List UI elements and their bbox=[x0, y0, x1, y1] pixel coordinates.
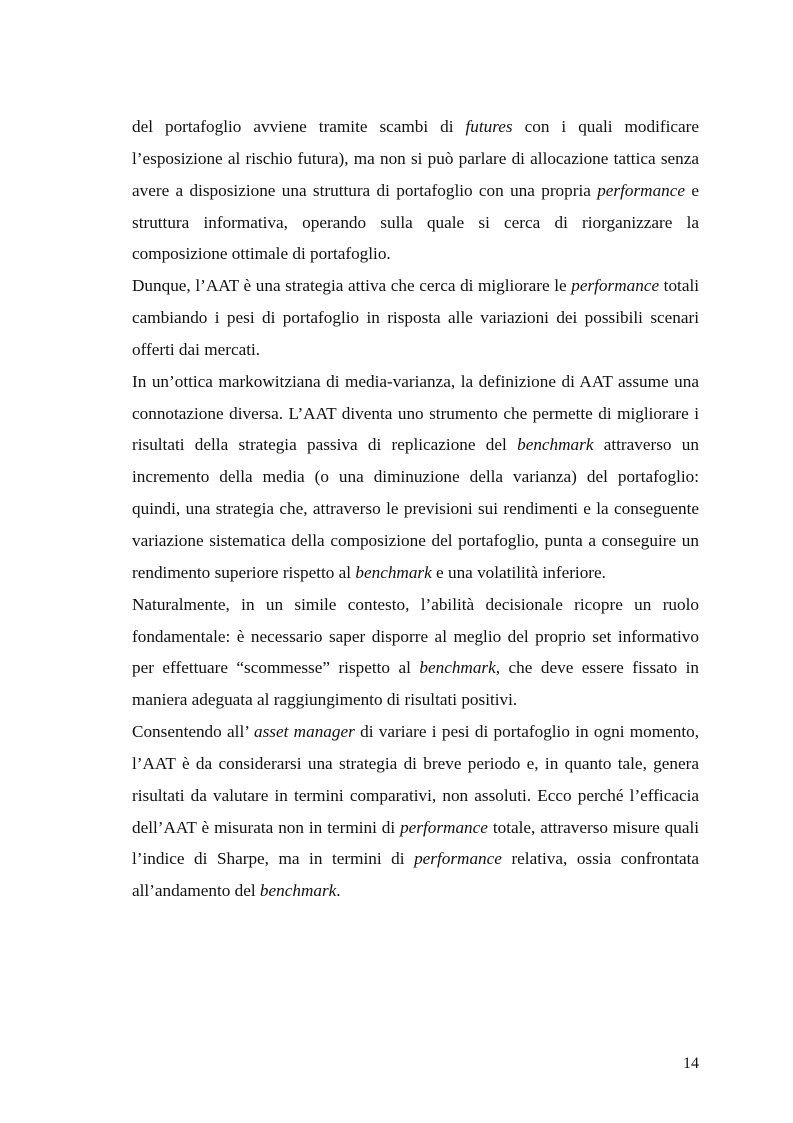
italic-term: futures bbox=[465, 117, 513, 136]
text-run: e una volatilità inferiore. bbox=[431, 562, 606, 582]
paragraph bbox=[132, 716, 699, 907]
paragraph bbox=[132, 366, 699, 589]
italic-term: benchmark bbox=[517, 435, 594, 455]
text-run: relativa, ossia confrontata all’andamento del bbox=[132, 849, 699, 901]
text-run: Naturalmente, in un simile contesto, l’abilità decisionale ricopre un ruolo fondamentale: è necessario saper disporre al meglio del proprio set informativo per effettuare “scommesse” rispetto al bbox=[132, 594, 699, 678]
italic-term: performance bbox=[400, 817, 488, 837]
italic-term: asset manager bbox=[254, 722, 355, 742]
text-run: totali cambiando i pesi di portafoglio in risposta alle variazioni dei possibili scenari offerti dai mercati. bbox=[132, 276, 700, 359]
text-run: con i quali modificare l’esposizione al rischio futura), ma non si può parlare di allocazione tattica senza avere a disposizione una struttura di portafoglio con una propria bbox=[132, 117, 699, 200]
body-text bbox=[132, 111, 699, 907]
text-run: attraverso un incremento della media (o una diminuzione della varianza) del portafoglio: quindi, una strategia che, attraverso le previsioni sui rendimenti e la conseguente variazione sistematica della composizione del portafoglio, punta a conseguire un rendimento superiore rispetto al bbox=[132, 435, 699, 582]
italic-term: performance bbox=[414, 849, 502, 869]
italic-term: performance bbox=[597, 180, 686, 200]
text-run: totale, attraverso misure quali l’indice di Sharpe, ma in termini di bbox=[132, 817, 699, 869]
italic-term: benchmark bbox=[259, 881, 337, 901]
document-page bbox=[132, 111, 699, 907]
text-run: . bbox=[336, 881, 341, 901]
text-run: Consentendo all’ bbox=[132, 722, 254, 742]
page-number: 14 bbox=[683, 1055, 699, 1072]
italic-term: performance bbox=[571, 276, 660, 296]
text-run: Dunque, l’AAT è una strategia attiva che cerca di migliorare le bbox=[132, 276, 572, 296]
text-run: In un’ottica markowitziana di media-varianza, la definizione di AAT assume una connotazione diversa. L’AAT diventa uno strumento che permette di migliorare i risultati della strategia passiva di replicazione del bbox=[132, 371, 699, 455]
paragraph bbox=[132, 589, 699, 716]
text-run: di variare i pesi di portafoglio in ogni momento, l’AAT è da considerarsi una strategia di breve periodo e, in quanto tale, genera risultati da valutare in termini comparativi, non assoluti. Ecco perché l’efficacia dell’AAT è misurata non in termini di bbox=[132, 722, 700, 837]
text-run: , che deve essere fissato in maniera adeguata al raggiungimento di risultati positivi. bbox=[132, 658, 700, 710]
text-run: e struttura informativa, operando sulla quale si cerca di riorganizzare la composizione ottimale di portafoglio. bbox=[132, 180, 699, 264]
paragraph bbox=[132, 270, 699, 366]
text-run: del portafoglio avviene tramite scambi di bbox=[132, 117, 466, 136]
italic-term: benchmark bbox=[355, 562, 432, 582]
paragraph bbox=[132, 111, 699, 270]
italic-term: benchmark bbox=[419, 658, 496, 678]
